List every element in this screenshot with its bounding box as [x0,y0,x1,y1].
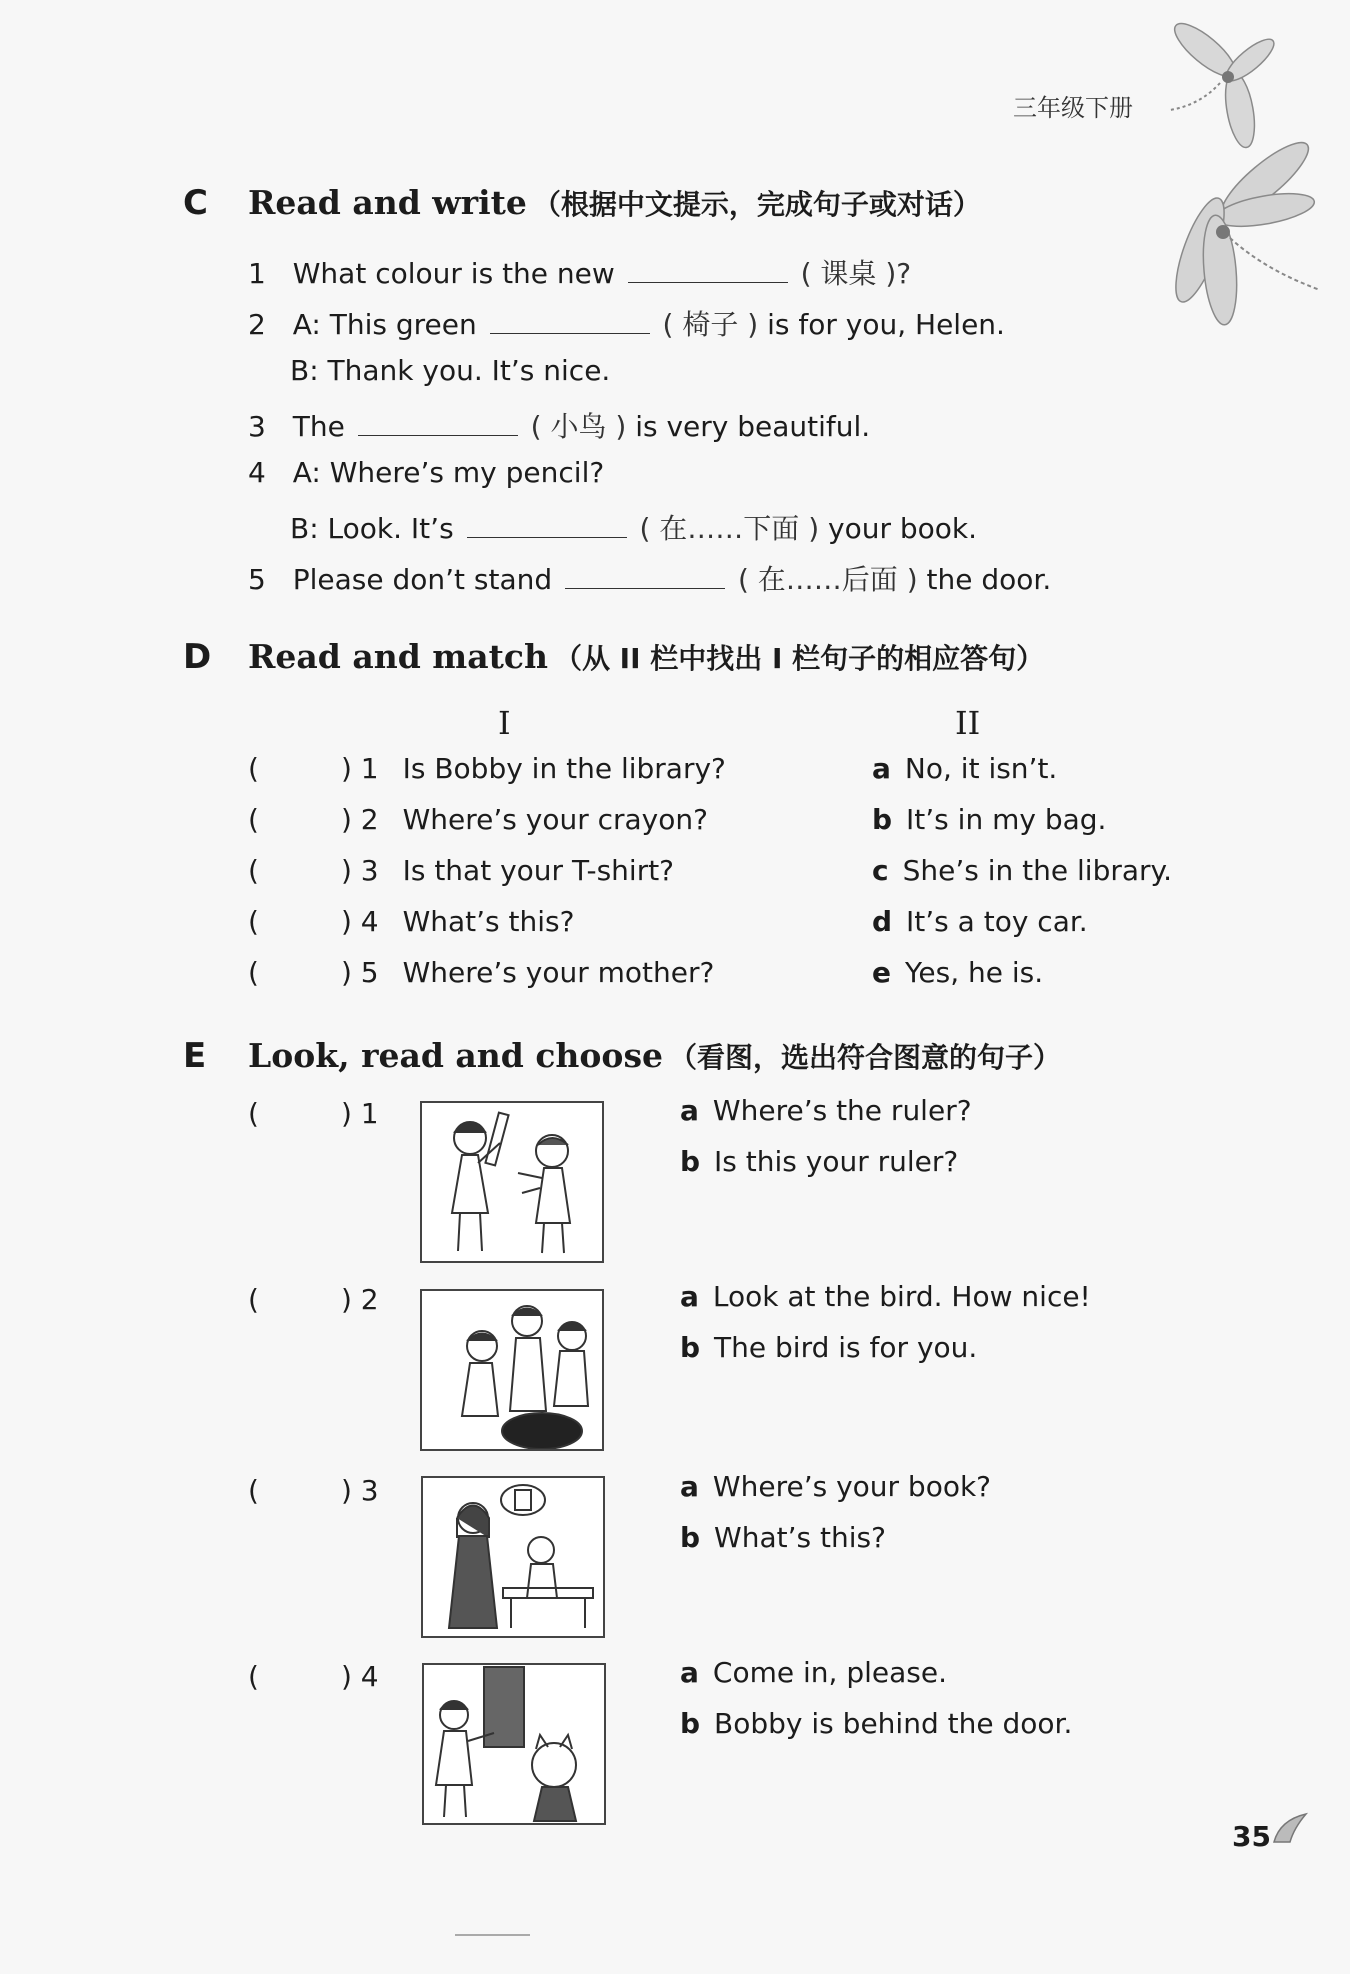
page-number: 35 [1232,1820,1271,1853]
picture-children-bird [420,1289,604,1451]
answer-bracket[interactable]: ( [248,1474,259,1507]
item-text: The [292,410,345,443]
section-title: Read and match [248,637,548,676]
answer-bracket[interactable]: ( [248,1097,259,1130]
answer-blank[interactable] [565,562,725,589]
answer-label: b [872,803,893,836]
item-text: Is that your T-shirt? [402,854,675,887]
e-item-2 [248,1283,379,1316]
d-answer-d [872,905,1088,938]
answer-bracket[interactable]: ( [248,1660,259,1693]
section-e-heading [183,1036,206,1076]
answer-label: e [872,956,891,989]
item-text: Where’s your mother? [402,956,715,989]
e-item-2-option-a [680,1280,1091,1313]
answer-blank[interactable] [467,511,627,538]
e-item-3-option-b [680,1521,886,1554]
footer-divider [455,1934,530,1936]
section-note: （从 II 栏中找出 I 栏句子的相应答句） [553,642,1045,675]
picture-teacher-book [421,1476,605,1638]
dragonfly-icon [1150,15,1290,155]
picture-door-cat [422,1663,606,1825]
c-item-3 [248,405,870,445]
section-d-title-row [248,637,1044,677]
c-item-4 [248,456,604,489]
item-text: B: Look. It’s [290,512,454,545]
section-d-heading [183,637,211,677]
d-answer-c [872,854,1172,887]
item-hint: ( 椅子 ) [662,308,759,341]
option-label: b [680,1521,701,1554]
e-item-4-option-b [680,1707,1072,1740]
item-number: ) 3 [340,854,379,887]
item-text: A: This green [292,308,477,341]
option-text: Bobby is behind the door. [714,1707,1073,1740]
d-question-4 [248,905,575,938]
item-number: 5 [248,563,266,596]
answer-bracket[interactable]: ( [248,752,259,785]
grade-label: 三年级下册 [1013,94,1133,122]
item-hint: ( 课桌 )? [800,257,912,290]
item-number: 3 [248,410,266,443]
option-text: The bird is for you. [714,1331,978,1364]
section-e-title-row [248,1036,1061,1076]
section-c-heading [183,183,208,223]
dragonfly-large-icon [1145,140,1325,350]
item-number: ) 3 [340,1474,379,1507]
e-item-1-option-a [680,1094,972,1127]
answer-blank[interactable] [358,409,518,436]
picture-girl-ruler [420,1101,604,1263]
item-text: A: Where’s my pencil? [292,456,605,489]
option-label: a [680,1470,699,1503]
item-number: ) 1 [340,1097,379,1130]
answer-text: It’s in my bag. [906,803,1107,836]
option-text: Where’s the ruler? [712,1094,972,1127]
children-bird-illustration [422,1291,602,1449]
e-item-1-option-b [680,1145,958,1178]
answer-bracket[interactable]: ( [248,854,259,887]
d-question-2 [248,803,708,836]
item-hint: ( 小鸟 ) [530,410,627,443]
section-note: （根据中文提示，完成句子或对话） [532,188,981,221]
item-text: Where’s your crayon? [402,803,708,836]
option-label: b [680,1331,701,1364]
answer-text: It’s a toy car. [906,905,1088,938]
answer-blank[interactable] [490,307,650,334]
section-letter: D [183,637,212,677]
answer-bracket[interactable]: ( [248,1283,259,1316]
item-text: is for you, Helen. [767,308,1005,341]
item-text: What’s this? [402,905,575,938]
option-text: Come in, please. [712,1656,947,1689]
option-label: a [680,1094,699,1127]
teacher-student-illustration [423,1478,603,1636]
section-c-title-row [248,183,981,223]
d-answer-b [872,803,1106,836]
e-item-4-option-a [680,1656,947,1689]
e-item-1 [248,1097,379,1130]
option-label: a [680,1280,699,1313]
item-text: the door. [926,563,1052,596]
d-question-1 [248,752,726,785]
item-number: ) 4 [340,905,379,938]
column-ii-header: II [955,704,981,742]
c-item-2 [248,303,1005,343]
c-item-2b [290,354,610,387]
e-item-4 [248,1660,379,1693]
item-number: ) 2 [340,803,379,836]
item-hint: ( 在……后面 ) [737,563,918,596]
c-item-5 [248,558,1051,598]
item-hint: ( 在……下面 ) [639,512,820,545]
item-number: ) 2 [340,1283,379,1316]
answer-text: She’s in the library. [902,854,1173,887]
option-text: Is this your ruler? [714,1145,959,1178]
option-text: What’s this? [714,1521,886,1554]
answer-label: c [872,854,889,887]
item-text: Please don’t stand [292,563,553,596]
item-number: ) 1 [340,752,379,785]
girl-door-cat-illustration [424,1665,604,1823]
d-question-3 [248,854,674,887]
section-title: Look, read and choose [248,1036,664,1075]
option-label: b [680,1145,701,1178]
d-answer-e [872,956,1043,989]
c-item-1 [248,252,911,292]
item-text: Is Bobby in the library? [402,752,726,785]
item-text: is very beautiful. [635,410,871,443]
item-number: ) 5 [340,956,379,989]
answer-blank[interactable] [628,256,788,283]
d-answer-a [872,752,1057,785]
option-label: b [680,1707,701,1740]
answer-text: Yes, he is. [905,956,1044,989]
item-number: 2 [248,308,266,341]
children-ruler-illustration [422,1103,602,1261]
answer-bracket[interactable]: ( [248,803,259,836]
item-number: 4 [248,456,266,489]
e-item-2-option-b [680,1331,977,1364]
e-item-3 [248,1474,379,1507]
column-i-header: I [498,704,511,742]
item-text: B: Thank you. It’s nice. [290,354,611,387]
leaf-icon [1270,1812,1310,1846]
section-letter: E [183,1036,207,1076]
d-question-5 [248,956,714,989]
item-number: ) 4 [340,1660,379,1693]
section-letter: C [183,183,208,223]
item-number: 1 [248,257,266,290]
option-label: a [680,1656,699,1689]
e-item-3-option-a [680,1470,991,1503]
section-note: （看图，选出符合图意的句子） [669,1041,1062,1074]
answer-label: a [872,752,891,785]
item-text: What colour is the new [292,257,615,290]
answer-bracket[interactable]: ( [248,956,259,989]
item-text: your book. [828,512,978,545]
answer-bracket[interactable]: ( [248,905,259,938]
answer-text: No, it isn’t. [904,752,1058,785]
section-title: Read and write [248,183,527,222]
option-text: Look at the bird. How nice! [712,1280,1091,1313]
option-text: Where’s your book? [712,1470,992,1503]
answer-label: d [872,905,893,938]
c-item-4b [290,507,977,547]
